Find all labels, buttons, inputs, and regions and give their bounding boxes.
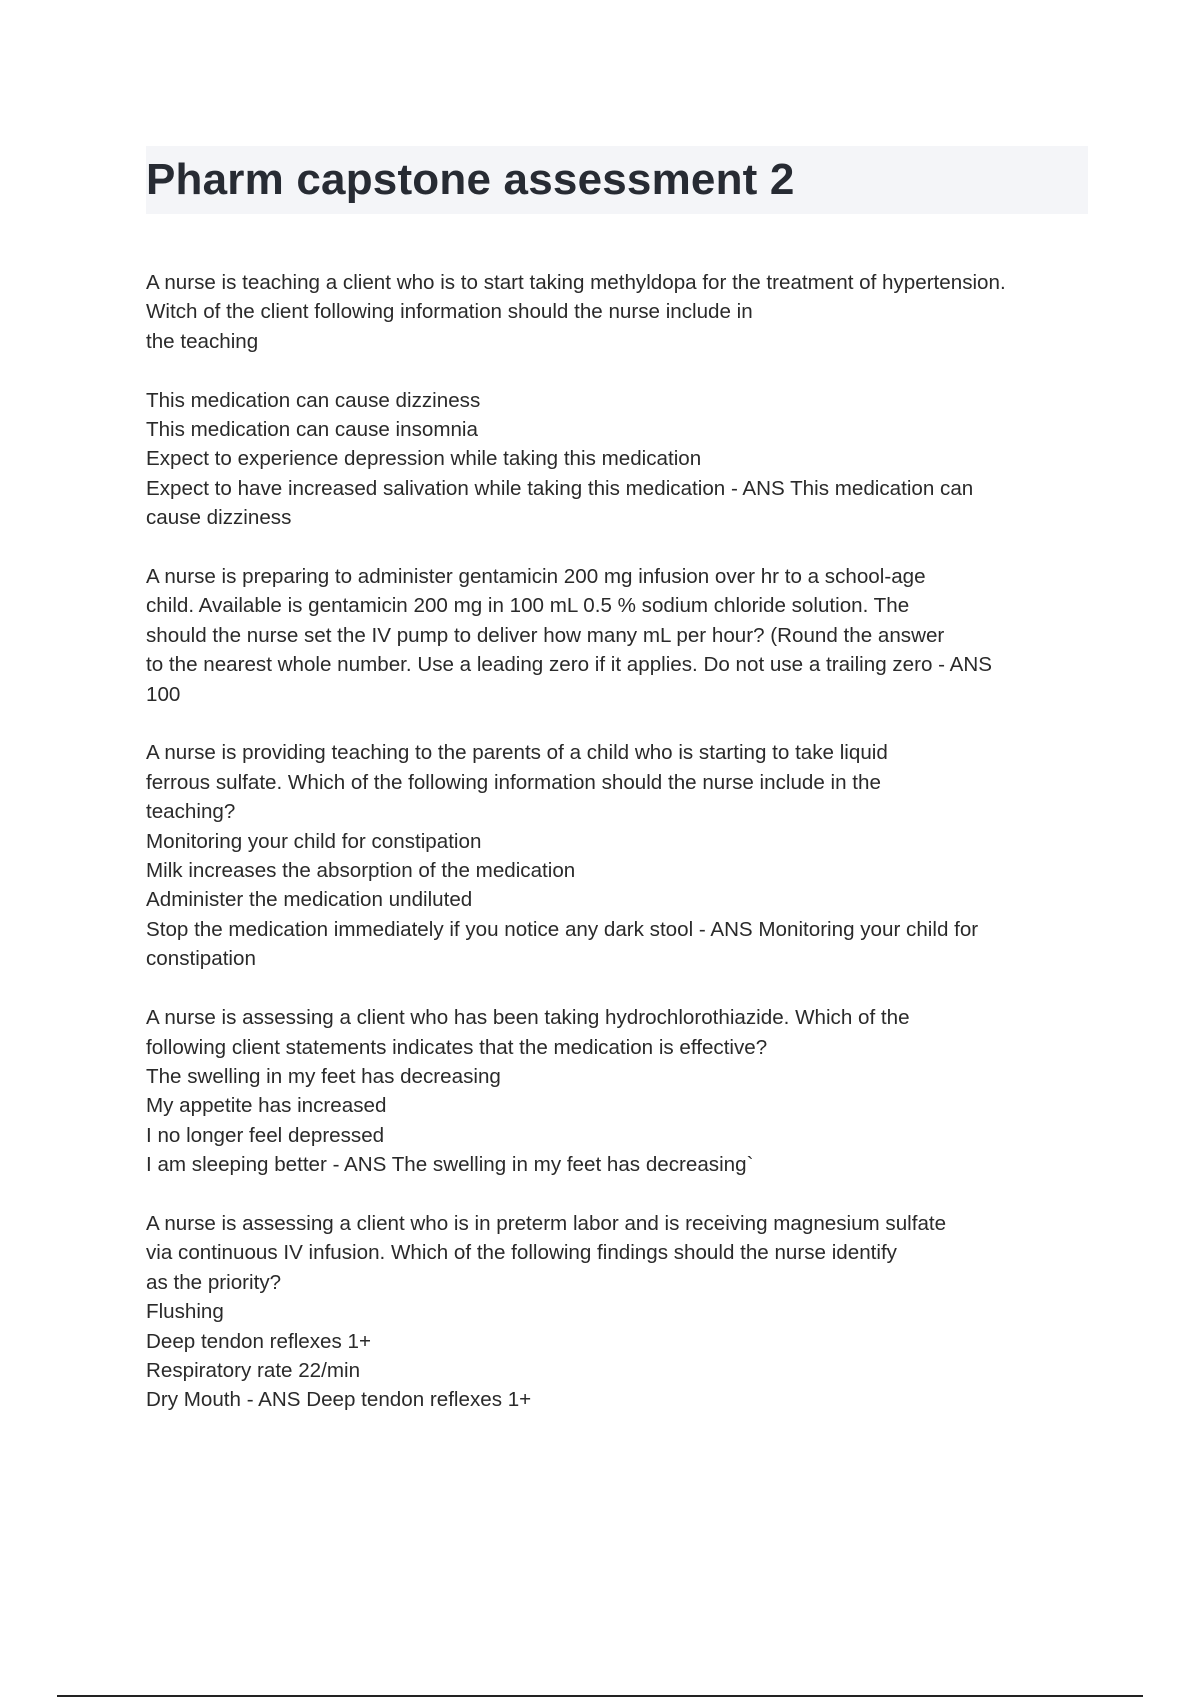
- text-line: Monitoring your child for constipation: [146, 829, 482, 853]
- text-block: [146, 268, 1106, 356]
- text-line: Dry Mouth - ANS Deep tendon reflexes 1+: [146, 1388, 532, 1412]
- title-banner: [146, 146, 1088, 214]
- text-line: This medication can cause dizziness: [146, 388, 481, 412]
- text-line: My appetite has increased: [146, 1094, 387, 1118]
- text-line: as the priority?: [146, 1270, 282, 1294]
- footer-divider: [57, 1695, 1143, 1697]
- text-line: I am sleeping better - ANS The swelling in my feet has decreasing`: [146, 1153, 754, 1177]
- text-block: [146, 738, 1106, 973]
- text-line: Flushing: [146, 1300, 224, 1324]
- text-line: Expect to experience depression while taking this medication: [146, 447, 702, 471]
- text-line: The swelling in my feet has decreasing: [146, 1064, 501, 1088]
- text-block: [146, 562, 1106, 709]
- text-line: via continuous IV infusion. Which of the following findings should the nurse identify: [146, 1241, 897, 1265]
- text-line: ferrous sulfate. Which of the following information should the nurse include in the: [146, 770, 881, 794]
- text-line: teaching?: [146, 800, 236, 824]
- text-line: cause dizziness: [146, 506, 292, 530]
- text-line: A nurse is providing teaching to the parents of a child who is starting to take liquid: [146, 741, 888, 765]
- text-line: A nurse is assessing a client who is in preterm labor and is receiving magnesium sulfate: [146, 1211, 947, 1235]
- text-line: child. Available is gentamicin 200 mg in 100 mL 0.5 % sodium chloride solution. The: [146, 594, 910, 618]
- text-block: [146, 386, 1106, 533]
- text-line: Respiratory rate 22/min: [146, 1358, 361, 1382]
- text-line: Stop the medication immediately if you notice any dark stool - ANS Monitoring your child for: [146, 917, 979, 941]
- text-line: constipation: [146, 947, 256, 971]
- text-block: [146, 1209, 1106, 1415]
- text-line: the teaching: [146, 329, 259, 353]
- text-line: following client statements indicates that the medication is effective?: [146, 1035, 768, 1059]
- document-body: [146, 268, 1106, 1444]
- text-line: 100: [146, 682, 181, 706]
- text-line: Milk increases the absorption of the medication: [146, 859, 576, 883]
- text-line: Expect to have increased salivation while taking this medication - ANS This medication can: [146, 476, 974, 500]
- text-line: This medication can cause insomnia: [146, 418, 478, 442]
- text-line: Deep tendon reflexes 1+: [146, 1329, 371, 1353]
- text-line: Administer the medication undiluted: [146, 888, 473, 912]
- text-line: A nurse is teaching a client who is to start taking methyldopa for the treatment of hypertension.: [146, 271, 1006, 294]
- text-line: A nurse is assessing a client who has been taking hydrochlorothiazide. Which of the: [146, 1006, 910, 1030]
- text-line: to the nearest whole number. Use a leading zero if it applies. Do not use a trailing zero - ANS: [146, 653, 992, 677]
- text-line: should the nurse set the IV pump to deliver how many mL per hour? (Round the answer: [146, 623, 945, 647]
- text-line: Witch of the client following information should the nurse include in: [146, 300, 753, 324]
- text-line: A nurse is preparing to administer gentamicin 200 mg infusion over hr to a school-age: [146, 565, 926, 589]
- page-title: Pharm capstone assessment 2: [146, 155, 795, 204]
- text-block: [146, 1003, 1106, 1179]
- text-line: I no longer feel depressed: [146, 1123, 385, 1147]
